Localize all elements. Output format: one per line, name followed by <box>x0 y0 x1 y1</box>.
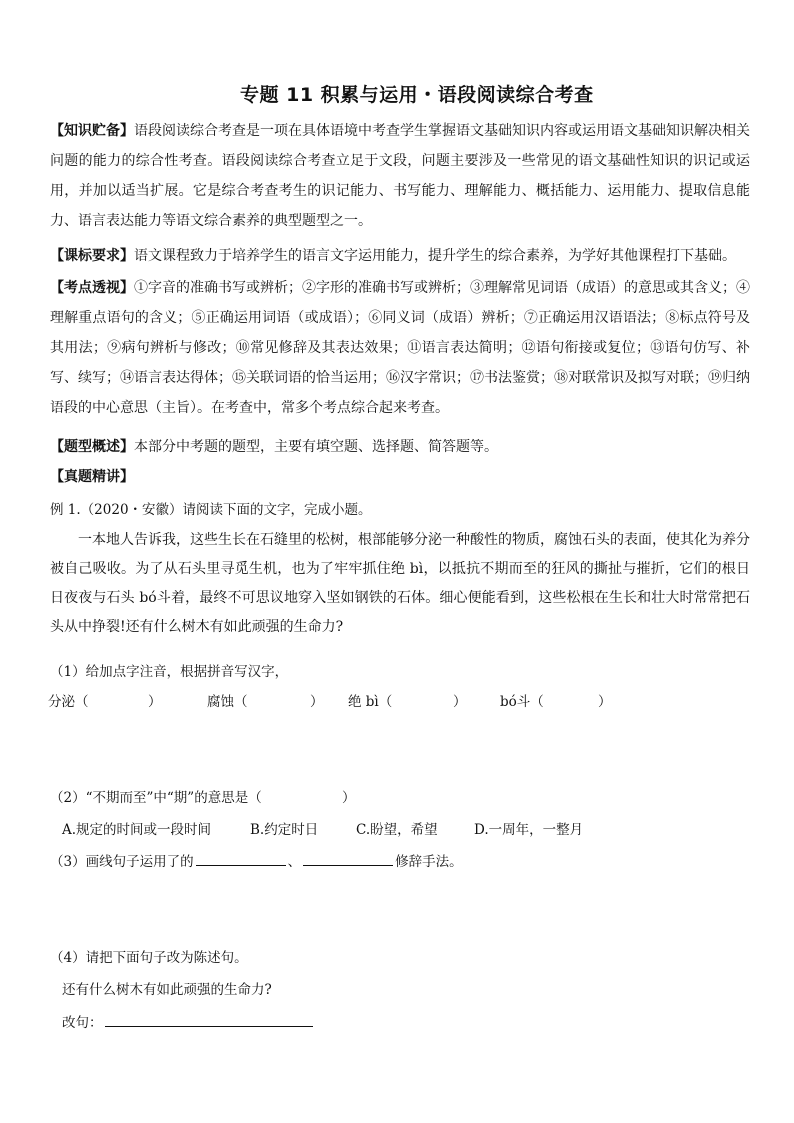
q1-item-3: 绝 bì（ <box>348 694 393 710</box>
q1-item-3-close: ） <box>453 694 467 710</box>
q3-blank-2[interactable] <box>303 864 393 866</box>
standard-tag: 【课标要求】 <box>50 248 134 264</box>
q4-sentence: 还有什么树木有如此顽强的生命力? <box>62 982 272 998</box>
q4-answer-line <box>62 1011 315 1031</box>
types-tag: 【题型概述】 <box>50 439 134 455</box>
knowledge-tag: 【知识贮备】 <box>50 123 134 139</box>
q3-prompt-end: 修辞手法。 <box>395 854 463 870</box>
q1-item-2: 腐蚀（ <box>207 694 248 710</box>
standard-section <box>50 241 750 271</box>
q3-separator: 、 <box>287 854 302 870</box>
q2-option-a: A.规定的时间或一段时间 <box>62 822 212 838</box>
q2-prompt: （2）“不期而至”中“期”的意思是（ <box>50 790 262 806</box>
q4-answer-label: 改句： <box>62 1015 103 1031</box>
q1-prompt: （1）给加点字注音，根据拼音写汉字， <box>50 664 289 680</box>
q1-item-1-close: ） <box>148 694 162 710</box>
points-text: ①字音的准确书写或辨析；②字形的准确书写或辨析；③理解常见词语（成语）的意思或其含义；④理解重点语句的含义；⑤正确运用词语（或成语）；⑥同义词（成语）辨析；⑦正确运用汉语语法；⑧标点符号及其用法；⑨病句辨析与修改；⑩常见修辞及其表达效果；⑪语言表达简明；⑫语句衔接或复位；⑬语句仿写、补写、续写；⑭语言表达得体；⑮关联词语的恰当运用；⑯汉字常识；⑰书法鉴赏；⑱对联常识及拟写对联；⑲归纳语段的中心意思（主旨）。在考查中，常多个考点综合起来考查。 <box>50 280 750 416</box>
q1-item-4: bó斗（ <box>500 694 544 710</box>
page-title: 专题 11 积累与运用・语段阅读综合考查 <box>240 84 594 106</box>
types-section <box>50 432 750 462</box>
standard-text: 语文课程致力于培养学生的语言文字运用能力，提升学生的综合素养，为学好其他课程打下基础。 <box>134 248 736 264</box>
knowledge-section <box>50 116 750 236</box>
points-section <box>50 273 750 423</box>
example-label: 例 1.（2020・安徽）请阅读下面的文字，完成小题。 <box>50 502 372 518</box>
q2-option-b: B.约定时日 <box>250 822 319 838</box>
q4-answer-blank[interactable] <box>105 1025 313 1027</box>
q2-option-c: C.盼望，希望 <box>356 822 438 838</box>
q2-option-d: D.一周年，一整月 <box>474 822 584 838</box>
q1-item-1 <box>48 690 89 710</box>
knowledge-text: 语段阅读综合考查是一项在具体语境中考查学生掌握语文基础知识内容或运用语文基础知识解决相关问题的能力的综合性考查。语段阅读综合考查立足于文段，问题主要涉及一些常见的语文基础性知识的识记或运用，并加以适当扩展。它是综合考查考生的识记能力、书写能力、理解能力、概括能力、运用能力、提取信息能力、语言表达能力等语文综合素养的典型题型之一。 <box>50 123 750 229</box>
q1-item-1-open: 分泌（ <box>48 694 89 710</box>
q3-prompt-start: （3）画线句子运用了的 <box>50 854 194 870</box>
lecture-section <box>50 462 750 492</box>
q1-item-4-close: ） <box>598 694 612 710</box>
q4-prompt: （4）请把下面句子改为陈述句。 <box>50 950 248 966</box>
points-tag: 【考点透视】 <box>50 280 134 296</box>
types-text: 本部分中考题的题型，主要有填空题、选择题、简答题等。 <box>134 439 498 455</box>
q1-item-2-close: ） <box>310 694 324 710</box>
q3-line <box>50 850 463 870</box>
q2-prompt-close: ） <box>342 790 356 806</box>
lecture-tag: 【真题精讲】 <box>50 469 134 485</box>
q3-blank-1[interactable] <box>196 864 286 866</box>
example-passage: 一本地人告诉我，这些生长在石缝里的松树，根部能够分泌一种酸性的物质，腐蚀石头的表面，使其化为养分被自己吸收。为了从石头里寻觅生机，也为了牢牢抓住绝 bì，以抵抗不期而至的狂风的撕扯与摧折，它们的根日日夜夜与石头 bó斗着，最终不可思议地穿入坚如钢铁的石体。细心便能看到，这些松根在生长和壮大时常常把石头从中挣裂!还有什么树木有如此顽强的生命力? <box>50 532 750 635</box>
